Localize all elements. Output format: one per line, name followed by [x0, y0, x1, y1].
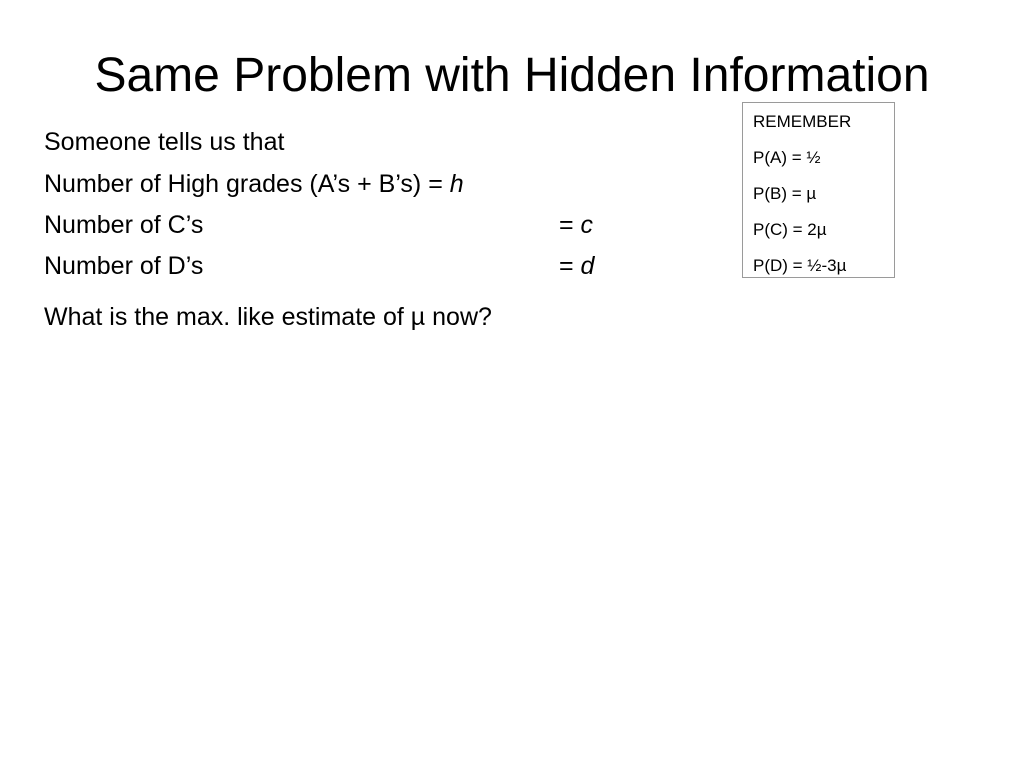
c-count-label: Number of C’s [44, 211, 204, 239]
remember-item-pa: P(A) = ½ [753, 148, 821, 167]
high-grades-variable: h [449, 170, 464, 198]
slide-title: Same Problem with Hidden Information [94, 49, 930, 102]
question-text: What is the max. like estimate of µ now? [44, 303, 492, 331]
c-count-variable: c [580, 211, 594, 239]
high-grades-line [44, 169, 464, 199]
c-count-line [44, 210, 594, 240]
remember-box [742, 102, 895, 278]
remember-heading: REMEMBER [753, 112, 852, 131]
remember-item-pc: P(C) = 2µ [753, 220, 827, 239]
high-grades-label: Number of High grades (A’s + B’s) = [44, 170, 450, 198]
d-count-line [44, 251, 595, 281]
remember-item-pb: P(B) = µ [753, 184, 817, 203]
d-count-label: Number of D’s [44, 252, 204, 280]
remember-item-pd: P(D) = ½-3µ [753, 256, 847, 275]
intro-text: Someone tells us that [44, 128, 285, 156]
d-count-equation [559, 251, 594, 281]
d-count-equals: = [559, 252, 581, 280]
c-count-equals: = [559, 211, 581, 239]
d-count-variable: d [580, 252, 595, 280]
c-count-equation [559, 210, 593, 240]
